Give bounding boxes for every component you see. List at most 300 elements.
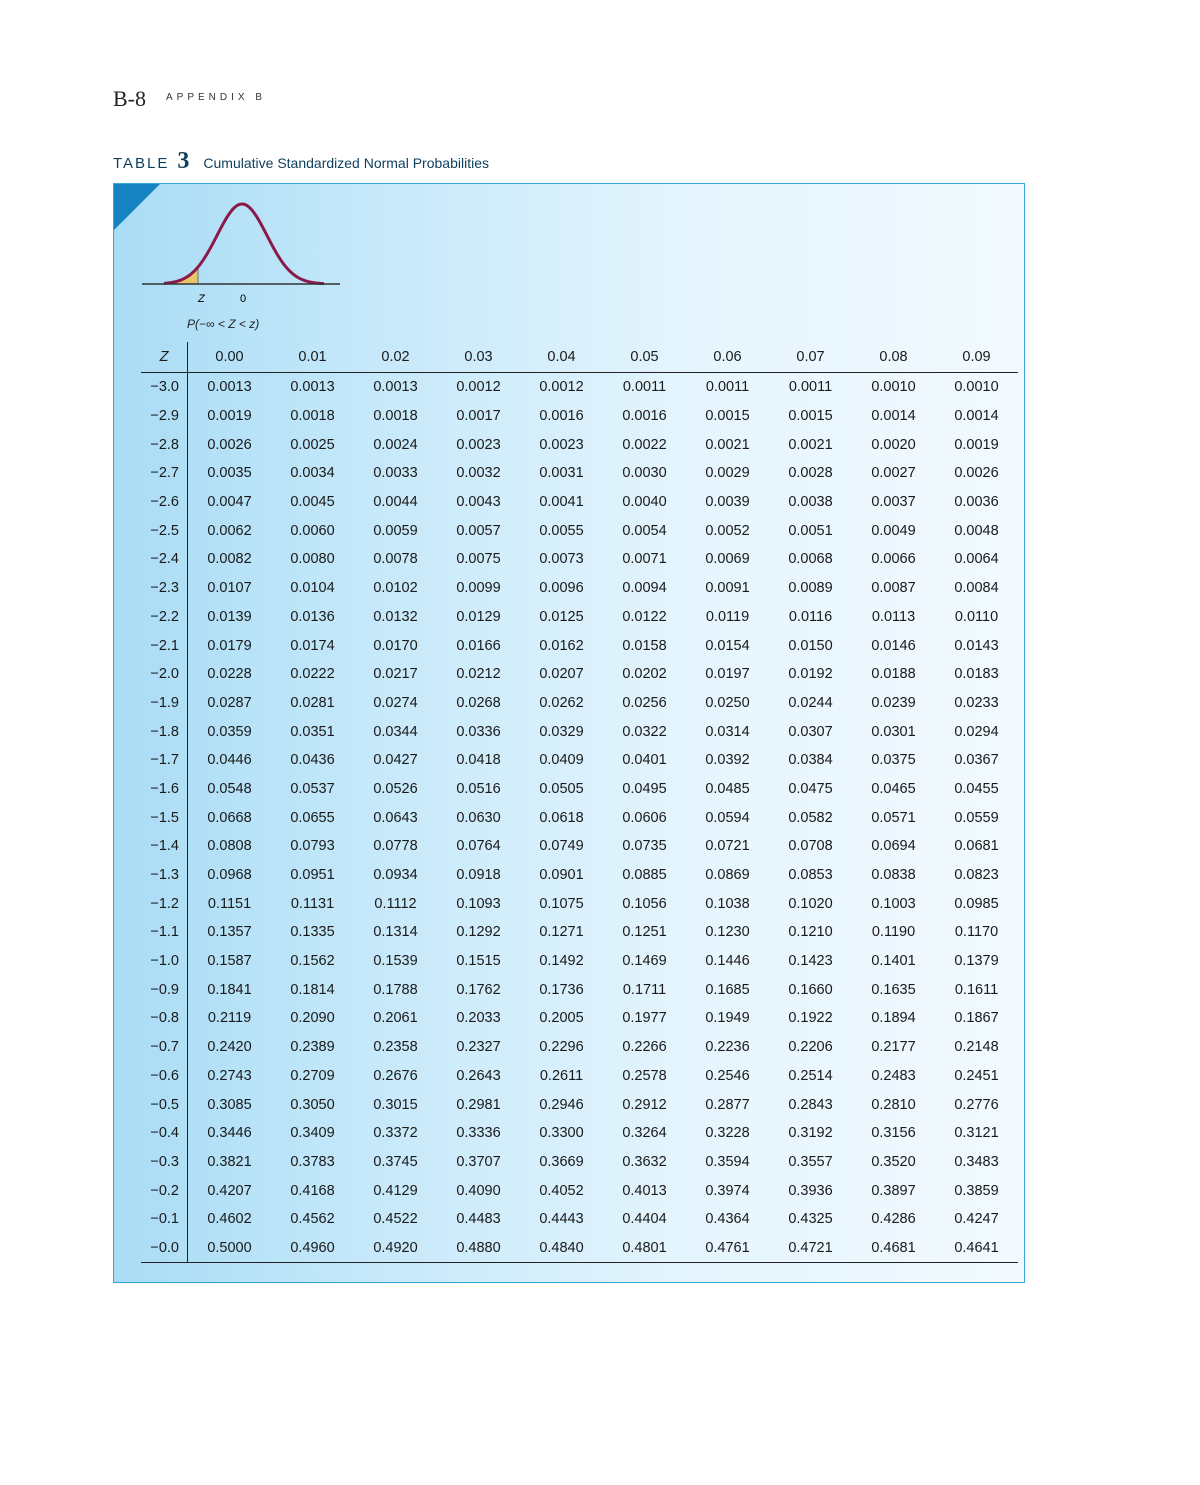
probability-cell: 0.0066 [871, 551, 916, 568]
z-value-cell: −2.0 [141, 660, 188, 689]
probability-cell: 0.0020 [871, 436, 916, 453]
probability-cell: 0.0446 [207, 752, 252, 769]
probability-cell: 0.0359 [207, 723, 252, 740]
probability-cell: 0.0035 [207, 465, 252, 482]
table-row [141, 516, 1018, 545]
probability-cell: 0.1401 [871, 953, 916, 970]
probability-cell: 0.0197 [705, 666, 750, 683]
probability-cell: 0.0212 [456, 666, 501, 683]
probability-cell: 0.4681 [852, 1234, 935, 1263]
probability-cell: 0.0052 [705, 522, 750, 539]
probability-cell: 0.4562 [290, 1211, 335, 1228]
probability-cell: 0.0256 [622, 694, 667, 711]
table-header-row [141, 342, 1018, 373]
probability-cell: 0.0367 [954, 752, 999, 769]
table-row [141, 918, 1018, 947]
probability-cell: 0.0606 [622, 809, 667, 826]
table-row [141, 660, 1018, 689]
probability-cell: 0.3372 [373, 1125, 418, 1142]
probability-cell: 0.0030 [622, 465, 667, 482]
probability-cell: 0.0018 [290, 408, 335, 425]
probability-cell: 0.3936 [788, 1182, 833, 1199]
probability-cell: 0.0044 [373, 494, 418, 511]
probability-cell: 0.2843 [788, 1096, 833, 1113]
probability-cell: 0.0068 [788, 551, 833, 568]
probability-cell: 0.1562 [290, 953, 335, 970]
probability-cell: 0.0233 [954, 694, 999, 711]
probability-cell: 0.0059 [373, 522, 418, 539]
probability-cell: 0.0853 [788, 867, 833, 884]
probability-cell: 0.2743 [207, 1067, 252, 1084]
probability-cell: 0.0392 [705, 752, 750, 769]
z-value-cell: −0.4 [141, 1119, 188, 1148]
z-table [141, 342, 1018, 1263]
probability-cell: 0.0250 [705, 694, 750, 711]
z-value-cell: −3.0 [141, 373, 188, 402]
probability-cell: 0.2090 [290, 1010, 335, 1027]
probability-cell: 0.0096 [539, 580, 584, 597]
table-word: TABLE [113, 155, 170, 172]
probability-cell: 0.0475 [788, 780, 833, 797]
z-value-cell: −0.8 [141, 1004, 188, 1033]
column-header: 0.02 [354, 342, 437, 373]
z-value-cell: −1.4 [141, 832, 188, 861]
probability-cell: 0.1190 [871, 924, 916, 941]
probability-cell: 0.2676 [373, 1067, 418, 1084]
probability-cell: 0.1020 [788, 895, 833, 912]
probability-cell: 0.1423 [788, 953, 833, 970]
probability-cell: 0.2709 [290, 1067, 335, 1084]
z-value-cell: −0.5 [141, 1090, 188, 1119]
probability-cell: 0.0618 [539, 809, 584, 826]
probability-cell: 0.2483 [871, 1067, 916, 1084]
probability-cell: 0.0694 [871, 838, 916, 855]
probability-cell: 0.0375 [871, 752, 916, 769]
probability-cell: 0.1093 [456, 895, 501, 912]
table-row [141, 1148, 1018, 1177]
probability-cell: 0.0136 [290, 608, 335, 625]
probability-cell: 0.1230 [705, 924, 750, 941]
table-row [141, 402, 1018, 431]
probability-cell: 0.0901 [539, 867, 584, 884]
probability-cell: 0.0934 [373, 867, 418, 884]
probability-cell: 0.0139 [207, 608, 252, 625]
probability-cell: 0.3632 [622, 1153, 667, 1170]
probability-cell: 0.0708 [788, 838, 833, 855]
table-row [141, 1205, 1018, 1234]
probability-cell: 0.0436 [290, 752, 335, 769]
probability-cell: 0.3745 [373, 1153, 418, 1170]
probability-cell: 0.0571 [871, 809, 916, 826]
probability-cell: 0.0029 [705, 465, 750, 482]
table-row [141, 373, 1018, 402]
probability-cell: 0.2266 [622, 1039, 667, 1056]
probability-cell: 0.4602 [207, 1211, 252, 1228]
probability-cell: 0.0022 [622, 436, 667, 453]
probability-cell: 0.1446 [705, 953, 750, 970]
probability-cell: 0.4325 [788, 1211, 833, 1228]
probability-cell: 0.3050 [290, 1096, 335, 1113]
probability-cell: 0.3409 [290, 1125, 335, 1142]
z-value-cell: −1.1 [141, 918, 188, 947]
probability-cell: 0.0013 [373, 379, 418, 396]
probability-cell: 0.0024 [373, 436, 418, 453]
probability-cell: 0.1151 [207, 895, 252, 912]
probability-cell: 0.0080 [290, 551, 335, 568]
probability-cell: 0.2177 [871, 1039, 916, 1056]
table-caption: Cumulative Standardized Normal Probabilities [203, 155, 489, 171]
probability-cell: 0.3228 [705, 1125, 750, 1142]
probability-cell: 0.0132 [373, 608, 418, 625]
table-row [141, 1004, 1018, 1033]
probability-cell: 0.1335 [290, 924, 335, 941]
probability-cell: 0.3192 [788, 1125, 833, 1142]
probability-cell: 0.3821 [207, 1153, 252, 1170]
probability-cell: 0.1469 [622, 953, 667, 970]
probability-cell: 0.0045 [290, 494, 335, 511]
probability-cell: 0.0010 [954, 379, 999, 396]
probability-cell: 0.0455 [954, 780, 999, 797]
probability-cell: 0.1949 [705, 1010, 750, 1027]
probability-cell: 0.4443 [539, 1211, 584, 1228]
z-value-cell: −0.7 [141, 1033, 188, 1062]
probability-cell: 0.0183 [954, 666, 999, 683]
probability-cell: 0.2810 [871, 1096, 916, 1113]
probability-cell: 0.0274 [373, 694, 418, 711]
table-row [141, 459, 1018, 488]
probability-cell: 0.0207 [539, 666, 584, 683]
probability-cell: 0.2578 [622, 1067, 667, 1084]
table-row [141, 947, 1018, 976]
probability-cell: 0.0495 [622, 780, 667, 797]
probability-cell: 0.1003 [871, 895, 916, 912]
probability-cell: 0.0162 [539, 637, 584, 654]
table-row [141, 1119, 1018, 1148]
probability-cell: 0.0011 [788, 379, 833, 396]
column-header: 0.03 [437, 342, 520, 373]
probability-cell: 0.2005 [539, 1010, 584, 1027]
probability-cell: 0.0336 [456, 723, 501, 740]
probability-cell: 0.2148 [954, 1039, 999, 1056]
probability-cell: 0.0116 [788, 608, 833, 625]
probability-cell: 0.0021 [788, 436, 833, 453]
probability-cell: 0.0301 [871, 723, 916, 740]
z-value-cell: −2.8 [141, 430, 188, 459]
z-value-cell: −1.0 [141, 947, 188, 976]
probability-cell: 0.1056 [622, 895, 667, 912]
page-number: B-8 [113, 86, 146, 111]
z-value-cell: −2.6 [141, 488, 188, 517]
probability-cell: 0.0222 [290, 666, 335, 683]
z-value-cell: −2.9 [141, 402, 188, 431]
z-value-cell: −0.0 [141, 1234, 188, 1263]
probability-cell: 0.1515 [456, 953, 501, 970]
probability-cell: 0.4522 [373, 1211, 418, 1228]
table-row [141, 574, 1018, 603]
probability-cell: 0.3859 [954, 1182, 999, 1199]
probability-cell: 0.1635 [871, 981, 916, 998]
probability-cell: 0.0885 [622, 867, 667, 884]
probability-cell: 0.0012 [456, 379, 501, 396]
probability-cell: 0.0099 [456, 580, 501, 597]
table-row [141, 689, 1018, 718]
probability-cell: 0.3300 [539, 1125, 584, 1142]
probability-cell: 0.0033 [373, 465, 418, 482]
probability-cell: 0.2912 [622, 1096, 667, 1113]
normal-curve-figure [142, 196, 342, 306]
probability-cell: 0.0051 [788, 522, 833, 539]
probability-cell: 0.0084 [954, 580, 999, 597]
z-marker-label: Z [198, 293, 205, 305]
probability-cell: 0.0202 [622, 666, 667, 683]
probability-cell: 0.0049 [871, 522, 916, 539]
z-value-cell: −1.8 [141, 717, 188, 746]
probability-cell: 0.0143 [954, 637, 999, 654]
probability-cell: 0.1762 [456, 981, 501, 998]
probability-cell: 0.2206 [788, 1039, 833, 1056]
probability-cell: 0.1492 [539, 953, 584, 970]
probability-cell: 0.1711 [622, 981, 667, 998]
probability-cell: 0.4801 [603, 1234, 686, 1263]
probability-cell: 0.3707 [456, 1153, 501, 1170]
probability-cell: 0.0010 [871, 379, 916, 396]
probability-cell: 0.0011 [705, 379, 750, 396]
z-value-cell: −2.7 [141, 459, 188, 488]
probability-cell: 0.4168 [290, 1182, 335, 1199]
probability-cell: 0.1112 [374, 895, 417, 912]
probability-cell: 0.0951 [290, 867, 335, 884]
probability-cell: 0.0018 [373, 408, 418, 425]
probability-cell: 0.4880 [437, 1234, 520, 1263]
probability-cell: 0.0281 [290, 694, 335, 711]
probability-cell: 0.4641 [935, 1234, 1018, 1263]
probability-cell: 0.1131 [290, 895, 335, 912]
probability-cell: 0.0110 [954, 608, 999, 625]
probability-cell: 0.4840 [520, 1234, 603, 1263]
table-row [141, 975, 1018, 1004]
probability-cell: 0.0808 [207, 838, 252, 855]
probability-cell: 0.0505 [539, 780, 584, 797]
probability-cell: 0.4247 [954, 1211, 999, 1228]
probability-cell: 0.0039 [705, 494, 750, 511]
probability-cell: 0.2420 [207, 1039, 252, 1056]
probability-cell: 0.1539 [373, 953, 418, 970]
probability-cell: 0.0985 [954, 895, 999, 912]
probability-cell: 0.1210 [788, 924, 833, 941]
table-row [141, 1062, 1018, 1091]
probability-cell: 0.2643 [456, 1067, 501, 1084]
table-panel [113, 183, 1025, 1283]
probability-cell: 0.0268 [456, 694, 501, 711]
probability-cell: 0.2514 [788, 1067, 833, 1084]
table-row [141, 889, 1018, 918]
probability-cell: 0.0735 [622, 838, 667, 855]
probability-cell: 0.3557 [788, 1153, 833, 1170]
probability-cell: 0.2236 [705, 1039, 750, 1056]
probability-cell: 0.0064 [954, 551, 999, 568]
probability-cell: 0.0071 [622, 551, 667, 568]
probability-cell: 0.4129 [373, 1182, 418, 1199]
probability-cell: 0.0073 [539, 551, 584, 568]
probability-cell: 0.0329 [539, 723, 584, 740]
probability-cell: 0.0119 [705, 608, 750, 625]
probability-cell: 0.0418 [456, 752, 501, 769]
probability-cell: 0.0040 [622, 494, 667, 511]
probability-cell: 0.0091 [705, 580, 750, 597]
probability-cell: 0.0017 [456, 408, 501, 425]
probability-cell: 0.2946 [539, 1096, 584, 1113]
probability-cell: 0.1587 [207, 953, 252, 970]
probability-cell: 0.4483 [456, 1211, 501, 1228]
probability-cell: 0.0630 [456, 809, 501, 826]
table-row [141, 545, 1018, 574]
probability-cell: 0.0057 [456, 522, 501, 539]
probability-cell: 0.0087 [871, 580, 916, 597]
probability-cell: 0.0019 [954, 436, 999, 453]
probability-cell: 0.1685 [705, 981, 750, 998]
probability-cell: 0.0526 [373, 780, 418, 797]
probability-cell: 0.0778 [373, 838, 418, 855]
probability-cell: 0.0918 [456, 867, 501, 884]
probability-cell: 0.0062 [207, 522, 252, 539]
probability-cell: 0.0764 [456, 838, 501, 855]
table-row [141, 717, 1018, 746]
probability-cell: 0.2877 [705, 1096, 750, 1113]
probability-cell: 0.0179 [207, 637, 252, 654]
probability-cell: 0.2546 [705, 1067, 750, 1084]
probability-cell: 0.0043 [456, 494, 501, 511]
probability-cell: 0.0401 [622, 752, 667, 769]
probability-cell: 0.0166 [456, 637, 501, 654]
probability-cell: 0.0192 [788, 666, 833, 683]
z-value-cell: −0.9 [141, 975, 188, 1004]
probability-cell: 0.2296 [539, 1039, 584, 1056]
z-value-cell: −2.5 [141, 516, 188, 545]
probability-cell: 0.0721 [705, 838, 750, 855]
probability-cell: 0.0548 [207, 780, 252, 797]
probability-cell: 0.0244 [788, 694, 833, 711]
probability-cell: 0.0594 [705, 809, 750, 826]
probability-cell: 0.0643 [373, 809, 418, 826]
probability-cell: 0.2611 [539, 1067, 584, 1084]
probability-cell: 0.0014 [954, 408, 999, 425]
column-header: 0.08 [852, 342, 935, 373]
probability-cell: 0.0104 [290, 580, 335, 597]
probability-cell: 0.0054 [622, 522, 667, 539]
probability-cell: 0.1736 [539, 981, 584, 998]
probability-cell: 0.3085 [207, 1096, 252, 1113]
probability-cell: 0.0014 [871, 408, 916, 425]
probability-cell: 0.3669 [539, 1153, 584, 1170]
z-value-cell: −1.5 [141, 803, 188, 832]
probability-cell: 0.1357 [207, 924, 252, 941]
table-title [113, 148, 489, 175]
probability-cell: 0.0012 [539, 379, 584, 396]
probability-cell: 0.0011 [622, 379, 667, 396]
probability-cell: 0.0107 [207, 580, 252, 597]
page-header [113, 86, 266, 112]
probability-cell: 0.1251 [622, 924, 667, 941]
probability-cell: 0.0154 [705, 637, 750, 654]
probability-cell: 0.0174 [290, 637, 335, 654]
probability-cell: 0.4052 [539, 1182, 584, 1199]
probability-cell: 0.1894 [871, 1010, 916, 1027]
probability-cell: 0.3336 [456, 1125, 501, 1142]
probability-cell: 0.3156 [871, 1125, 916, 1142]
probability-cell: 0.4364 [705, 1211, 750, 1228]
probability-cell: 0.1611 [954, 981, 999, 998]
probability-cell: 0.0041 [539, 494, 584, 511]
probability-cell: 0.0031 [539, 465, 584, 482]
probability-cell: 0.4920 [354, 1234, 437, 1263]
probability-cell: 0.0559 [954, 809, 999, 826]
probability-cell: 0.0129 [456, 608, 501, 625]
column-header: 0.01 [271, 342, 354, 373]
probability-cell: 0.1314 [373, 924, 418, 941]
probability-cell: 0.0968 [207, 867, 252, 884]
probability-cell: 0.0034 [290, 465, 335, 482]
probability-cell: 0.3783 [290, 1153, 335, 1170]
probability-cell: 0.0032 [456, 465, 501, 482]
probability-cell: 0.3974 [705, 1182, 750, 1199]
probability-cell: 0.0094 [622, 580, 667, 597]
probability-cell: 0.0026 [207, 436, 252, 453]
table-row [141, 861, 1018, 890]
appendix-label: APPENDIX B [166, 92, 267, 103]
probability-cell: 0.0015 [788, 408, 833, 425]
probability-cell: 0.0055 [539, 522, 584, 539]
z-value-cell: −2.4 [141, 545, 188, 574]
probability-cell: 0.0038 [788, 494, 833, 511]
probability-cell: 0.0314 [705, 723, 750, 740]
column-header: 0.05 [603, 342, 686, 373]
probability-cell: 0.2033 [456, 1010, 501, 1027]
probability-cell: 0.3483 [954, 1153, 999, 1170]
probability-cell: 0.0427 [373, 752, 418, 769]
probability-cell: 0.2451 [954, 1067, 999, 1084]
probability-cell: 0.0150 [788, 637, 833, 654]
probability-cell: 0.4721 [769, 1234, 852, 1263]
zero-marker-label: 0 [240, 293, 247, 305]
probability-cell: 0.2776 [954, 1096, 999, 1113]
z-value-cell: −2.1 [141, 631, 188, 660]
normal-curve [164, 204, 324, 284]
z-value-cell: −2.2 [141, 603, 188, 632]
probability-cell: 0.0028 [788, 465, 833, 482]
probability-cell: 0.0021 [705, 436, 750, 453]
probability-cell: 0.0060 [290, 522, 335, 539]
probability-cell: 0.0036 [954, 494, 999, 511]
probability-cell: 0.0582 [788, 809, 833, 826]
z-column-header: Z [141, 342, 188, 373]
probability-cell: 0.4090 [456, 1182, 501, 1199]
probability-cell: 0.0188 [871, 666, 916, 683]
probability-cell: 0.4207 [207, 1182, 252, 1199]
probability-cell: 0.0170 [373, 637, 418, 654]
probability-cell: 0.0537 [290, 780, 335, 797]
table-row [141, 488, 1018, 517]
probability-cell: 0.0023 [539, 436, 584, 453]
column-header: 0.09 [935, 342, 1018, 373]
probability-cell: 0.4013 [622, 1182, 667, 1199]
probability-cell: 0.2119 [207, 1010, 252, 1027]
probability-cell: 0.0465 [871, 780, 916, 797]
table-row [141, 631, 1018, 660]
probability-label: P(−∞ < Z < z) [187, 317, 260, 331]
probability-cell: 0.0749 [539, 838, 584, 855]
probability-cell: 0.0016 [622, 408, 667, 425]
probability-cell: 0.0823 [954, 867, 999, 884]
